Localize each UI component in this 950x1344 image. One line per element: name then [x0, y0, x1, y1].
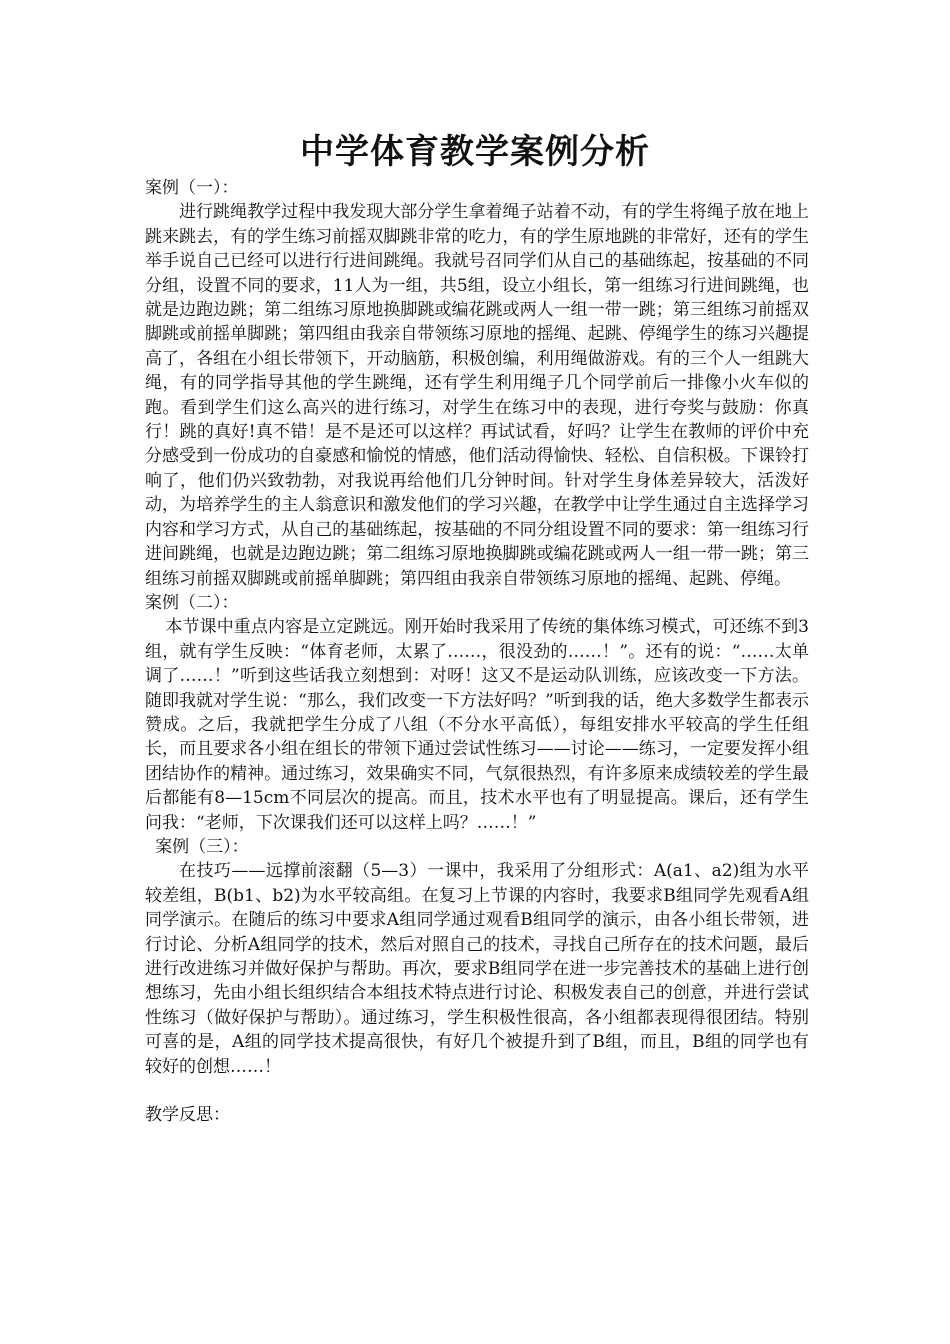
- paragraph-spacer: [145, 1079, 809, 1103]
- reflection-label: 教学反思：: [145, 1105, 230, 1126]
- case-3-paragraph: 在技巧——远撑前滚翻（5—3）一课中，我采用了分组形式：A(a1、a2)组为水平较差组，B(b1、b2)为水平较高组。在复习上节课的内容时，我要求B组同学先观看A组同学演示。在随后的练习中要求A组同学通过观看B组同学的演示，由各小组长带领，进行讨论、分析A组同学的技术，然后对照自己的技术，寻找自己所存在的技术问题，最后进行改进练习并做好保护与帮助。再次，要求B组同学在进一步完善技术的基础上进行创想练习，先由小组长组织结合本组技术特点进行讨论、积极发表自己的创意，并进行尝试性练习（做好保护与帮助）。通过练习，学生积极性很高，各小组都表现得很团结。特别可喜的是，A组的同学技术提高很快，有好几个被提升到了B组，而且，B组的同学也有较好的创想……！: [145, 861, 809, 1077]
- document-title: 中学体育教学案例分析: [300, 132, 650, 172]
- document-body: [145, 176, 809, 1128]
- case-2-paragraph: 本节课中重点内容是立定跳远。刚开始时我采用了传统的集体练习模式，可还练不到3组，就有学生反映：“体育老师，太累了……，很没劲的……！”。还有的说：“……太单调了……！”听到这些话我立刻想到：对呀！这又不是运动队训练，应该改变一下方法。随即我就对学生说：“那么，我们改变一下方法好吗？”听到我的话，绝大多数学生都表示赞成。之后，我就把学生分成了八组（不分水平高低），每组安排水平较高的学生任组长，而且要求各小组在组长的带领下通过尝试性练习——讨论——练习，一定要发挥小组团结协作的精神。通过练习，效果确实不同，气氛很热烈，有许多原来成绩较差的学生最后都能有8—15cm不同层次的提高。而且，技术水平也有了明显提高。课后，还有学生问我：“老师，下次课我们还可以这样上吗？……！”: [145, 617, 809, 833]
- case-3-label: 案例（三）：: [155, 836, 249, 857]
- case-1-paragraph: 进行跳绳教学过程中我发现大部分学生拿着绳子站着不动，有的学生将绳子放在地上跳来跳去，有的学生练习前摇双脚跳非常的吃力，有的学生原地跳的非常好，还有的学生举手说自己已经可以进行行进间跳绳。我就号召同学们从自己的基础练起，按基础的不同分组，设置不同的要求，11人为一组，共5组，设立小组长，第一组练习行进间跳绳，也就是边跑边跳；第二组练习原地换脚跳或编花跳或两人一组一带一跳；第三组练习前摇双脚跳或前摇单脚跳；第四组由我亲自带领练习原地的摇绳、起跳、停绳学生的练习兴趣提高了，各组在小组长带领下，开动脑筋，积极创编，利用绳做游戏。有的三个人一组跳大绳，有的同学指导其他的学生跳绳，还有学生利用绳子几个同学前后一排像小火车似的跑。看到学生们这么高兴的进行练习，对学生在练习中的表现，进行夸奖与鼓励：你真行！跳的真好!真不错！是不是还可以这样？再试试看，好吗？让学生在教师的评价中充分感受到一份成功的自豪感和愉悦的情感，他们活动得愉快、轻松、自信积极。下课铃打响了，他们仍兴致勃勃，对我说再给他们几分钟时间。针对学生身体差异较大，活泼好动，为培养学生的主人翁意识和激发他们的学习兴趣，在教学中让学生通过自主选择学习内容和学习方式，从自己的基础练起，按基础的不同分组设置不同的要求：第一组练习行进间跳绳，也就是边跑边跳；第二组练习原地换脚跳或编花跳或两人一组一带一跳；第三组练习前摇双脚跳或前摇单脚跳；第四组由我亲自带领练习原地的摇绳、起跳、停绳。: [145, 202, 809, 589]
- case-1-label: 案例（一）：: [145, 178, 239, 198]
- case-2-label: 案例（二）：: [145, 592, 239, 613]
